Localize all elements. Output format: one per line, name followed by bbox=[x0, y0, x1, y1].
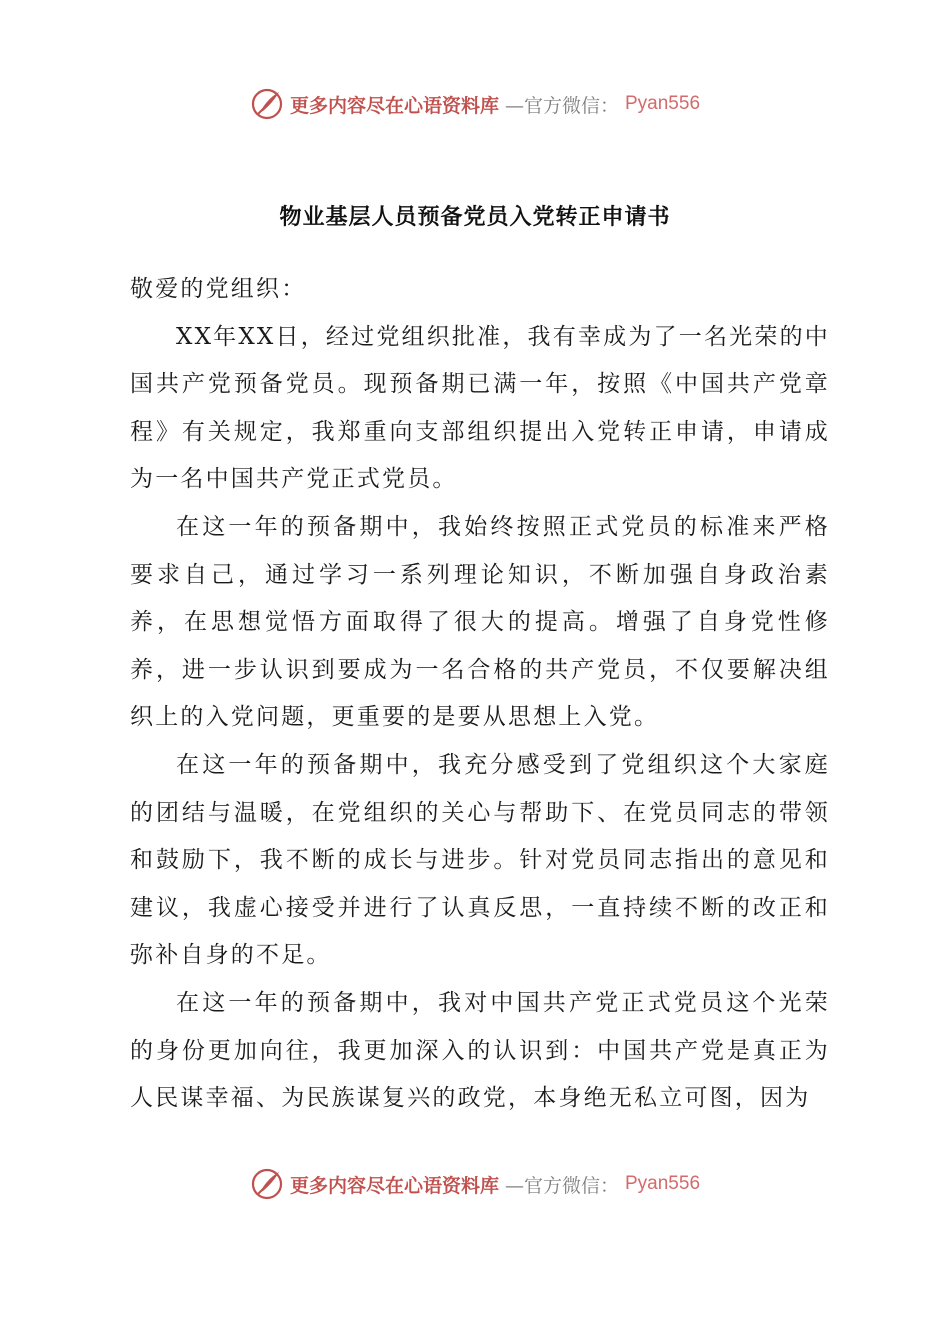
quill-logo-icon bbox=[250, 87, 284, 121]
paragraph-4: 在这一年的预备期中，我对中国共产党正式党员这个光荣的身份更加向往，我更加深入的认识到：中国共产党是真正为人民谋幸福、为民族谋复兴的政党，本身绝无私立可图，因为 bbox=[130, 989, 830, 1112]
paragraph-3: 在这一年的预备期中，我充分感受到了党组织这个大家庭的团结与温暖，在党组织的关心与帮助下、在党员同志的带领和鼓励下，我不断的成长与进步。针对党员同志指出的意见和建议，我虚心接受并进行了认真反思，一直持续不断的改正和弥补自身的不足。 bbox=[130, 751, 830, 969]
banner-sub-text: —官方微信： bbox=[504, 1174, 619, 1197]
header-watermark-banner bbox=[0, 84, 950, 124]
document-title: 物业基层人员预备党员入党转正申请书 bbox=[279, 205, 671, 230]
salutation: 敬爱的党组织： bbox=[130, 276, 307, 302]
banner-main-text: 更多内容尽在心语资料库 bbox=[289, 1174, 499, 1197]
document-body bbox=[130, 266, 830, 1123]
banner-wechat-id: Pyan556 bbox=[625, 93, 701, 114]
banner-sub-text: —官方微信： bbox=[504, 94, 619, 117]
paragraph-2: 在这一年的预备期中，我始终按照正式党员的标准来严格要求自己，通过学习一系列理论知识，不断加强自身政治素养，在思想觉悟方面取得了很大的提高。增强了自身党性修养，进一步认识到要成为一名合格的共产党员，不仅要解决组织上的入党问题，更重要的是要从思想上入党。 bbox=[130, 513, 830, 731]
footer-watermark-banner bbox=[0, 1164, 950, 1204]
quill-logo-icon bbox=[250, 1167, 284, 1201]
banner-main-text: 更多内容尽在心语资料库 bbox=[289, 94, 499, 117]
banner-wechat-id: Pyan556 bbox=[625, 1173, 701, 1194]
paragraph-1: XX年XX日，经过党组织批准，我有幸成为了一名光荣的中国共产党预备党员。现预备期已满一年，按照《中国共产党章程》有关规定，我郑重向支部组织提出入党转正申请，申请成为一名中国共产党正式党员。 bbox=[130, 323, 830, 493]
